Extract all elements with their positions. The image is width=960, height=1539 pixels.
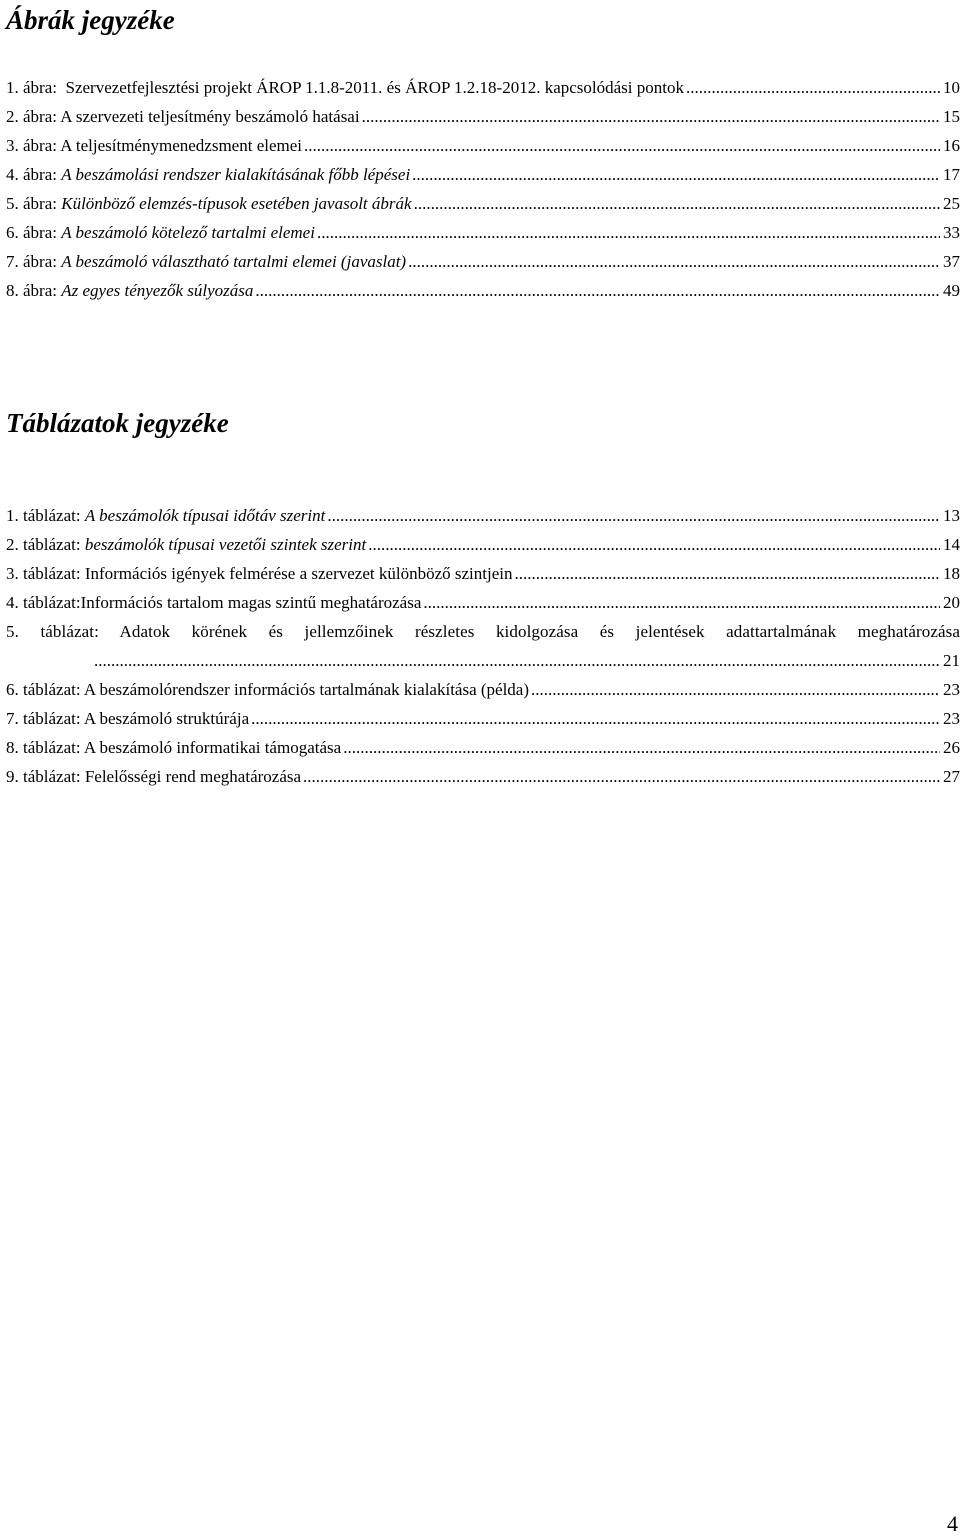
dot-leader	[94, 646, 940, 675]
dot-leader	[410, 160, 940, 189]
table-entry-page: 14	[943, 535, 960, 554]
table-entry-page: 13	[943, 506, 960, 525]
figure-entry-page: 10	[943, 78, 960, 97]
table-entry-title: 9. táblázat: Felelősségi rend meghatározása	[6, 767, 302, 786]
figures-heading: Ábrák jegyzéke	[6, 5, 175, 35]
dot-leader	[412, 189, 940, 218]
figure-entry-title: 1. ábra: Szervezetfejlesztési projekt ÁROP 1.1.8-2011. és ÁROP 1.2.18-2012. kapcsolódási pontok	[6, 78, 684, 97]
table-entry-title: 7. táblázat: A beszámoló struktúrája	[6, 709, 250, 728]
dot-leader	[315, 218, 940, 247]
dot-leader	[341, 733, 940, 762]
dot-leader	[366, 530, 940, 559]
figure-entry-page: 15	[943, 107, 960, 126]
table-entry-6[interactable]	[6, 675, 960, 704]
dot-leader	[421, 588, 940, 617]
figure-entry-title: 3. ábra: A teljesítménymenedzsment elemei	[6, 136, 302, 155]
figure-entry-page: 17	[943, 165, 960, 184]
table-entry-5[interactable]	[6, 617, 960, 675]
figures-list	[6, 73, 960, 305]
figure-entry-title: 6. ábra: A beszámoló kötelező tartalmi elemei	[6, 223, 315, 242]
figure-entry-title: 7. ábra: A beszámoló választható tartalmi elemei (javaslat)	[6, 252, 407, 271]
table-entry-page: 26	[943, 738, 960, 757]
table-entry-3[interactable]	[6, 559, 960, 588]
dot-leader	[301, 762, 940, 791]
table-entry-4[interactable]	[6, 588, 960, 617]
table-entry-page: 20	[943, 593, 960, 612]
dot-leader	[325, 501, 940, 530]
table-entry-2[interactable]	[6, 530, 960, 559]
tables-list	[6, 501, 960, 791]
table-entry-title: 5. táblázat: Adatok körének és jellemzőinek részletes kidolgozása és jelentések adattartalmának meghatározása	[6, 622, 960, 641]
dot-leader	[253, 276, 940, 305]
figure-entry-page: 16	[943, 136, 960, 155]
table-entry-title: 2. táblázat: beszámolók típusai vezetői szintek szerint	[6, 535, 367, 554]
table-entry-page: 18	[943, 564, 960, 583]
dot-leader	[249, 704, 940, 733]
dot-leader	[360, 102, 940, 131]
figure-entry-5[interactable]	[6, 189, 960, 218]
figure-entry-6[interactable]	[6, 218, 960, 247]
dot-leader	[529, 675, 940, 704]
table-entry-1[interactable]	[6, 501, 960, 530]
table-entry-title: 4. táblázat:Információs tartalom magas szintű meghatározása	[6, 593, 422, 612]
table-entry-page: 23	[943, 709, 960, 728]
table-entry-title: 1. táblázat: A beszámolók típusai időtáv szerint	[6, 506, 326, 525]
figure-entry-title: 5. ábra: Különböző elemzés-típusok esetében javasolt ábrák	[6, 194, 412, 213]
figure-entry-title: 2. ábra: A szervezeti teljesítmény beszámoló hatásai	[6, 107, 360, 126]
figure-entry-page: 37	[943, 252, 960, 271]
figure-entry-4[interactable]	[6, 160, 960, 189]
table-entry-page: 27	[943, 767, 960, 786]
table-entry-8[interactable]	[6, 733, 960, 762]
figure-entry-title: 4. ábra: A beszámolási rendszer kialakításának főbb lépései	[6, 165, 411, 184]
dot-leader	[512, 559, 940, 588]
dot-leader	[406, 247, 940, 276]
dot-leader	[684, 73, 940, 102]
dot-leader	[302, 131, 940, 160]
figure-entry-8[interactable]	[6, 276, 960, 305]
table-entry-continuation	[6, 646, 960, 675]
table-entry-page: 21	[943, 651, 960, 670]
table-entry-title: 6. táblázat: A beszámolórendszer információs tartalmának kialakítása (példa)	[6, 680, 530, 699]
table-entry-title: 8. táblázat: A beszámoló informatikai támogatása	[6, 738, 342, 757]
figure-entry-page: 49	[943, 281, 960, 300]
figure-entry-1[interactable]	[6, 73, 960, 102]
table-entry-7[interactable]	[6, 704, 960, 733]
table-entry-page: 23	[943, 680, 960, 699]
figure-entry-page: 33	[943, 223, 960, 242]
figure-entry-page: 25	[943, 194, 960, 213]
table-entry-title: 3. táblázat: Információs igények felmérése a szervezet különböző szintjein	[6, 564, 513, 583]
table-entry-9[interactable]	[6, 762, 960, 791]
figure-entry-title: 8. ábra: Az egyes tényezők súlyozása	[6, 281, 254, 300]
figure-entry-2[interactable]	[6, 102, 960, 131]
tables-heading: Táblázatok jegyzéke	[6, 408, 229, 438]
figure-entry-7[interactable]	[6, 247, 960, 276]
figure-entry-3[interactable]	[6, 131, 960, 160]
page-number: 4	[947, 1511, 958, 1536]
